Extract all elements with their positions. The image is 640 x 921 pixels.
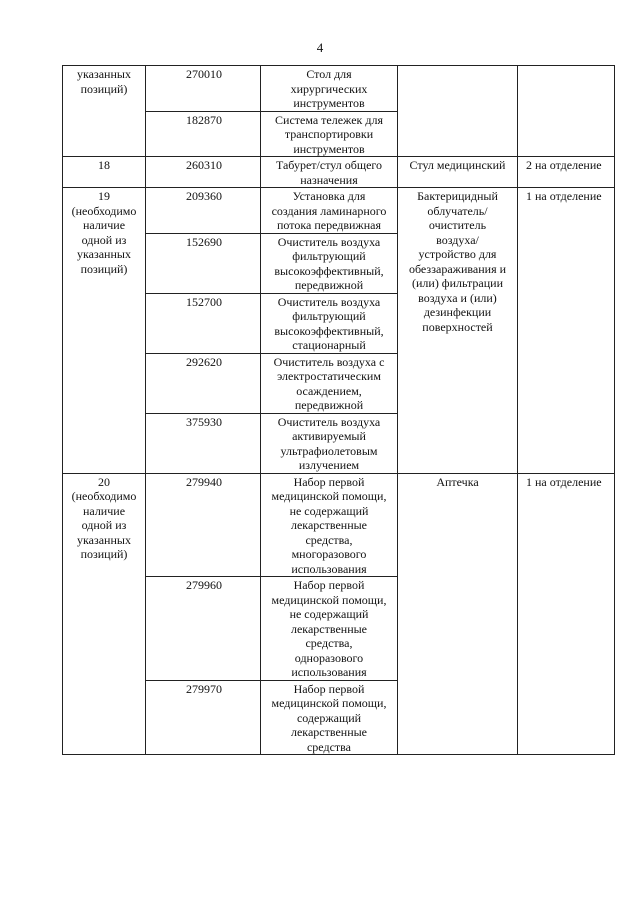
name-cell: Очиститель воздуха фильтрующий высокоэффективный, стационарный <box>261 293 398 353</box>
name-cell: Система тележек для транспортировки инструментов <box>261 111 398 157</box>
name-cell: Набор первой медицинской помощи, не содержащий лекарственные средства, многоразового использования <box>261 473 398 577</box>
code-cell: 279940 <box>146 473 261 577</box>
type-cell: Стул медицинский <box>398 157 518 188</box>
name-cell: Установка для создания ламинарного потока передвижная <box>261 188 398 234</box>
table-row <box>63 66 615 112</box>
table-row <box>63 473 615 577</box>
page-number: 4 <box>316 40 324 55</box>
row-number-cell: указанных позиций) <box>63 66 146 157</box>
equipment-table <box>62 65 615 755</box>
type-cell: Аптечка <box>398 473 518 755</box>
type-cell <box>398 66 518 157</box>
row-number-cell: 19 (необходимо наличие одной из указанных позиций) <box>63 188 146 474</box>
code-cell: 182870 <box>146 111 261 157</box>
type-cell: Бактерицидный облучатель/ очиститель воздуха/ устройство для обеззараживания и (или) фильтрации воздуха и (или) дезинфекции поверхностей <box>398 188 518 474</box>
code-cell: 279970 <box>146 680 261 755</box>
table-row <box>63 188 615 234</box>
name-cell: Набор первой медицинской помощи, содержащий лекарственные средства <box>261 680 398 755</box>
code-cell: 292620 <box>146 353 261 413</box>
name-cell: Очиститель воздуха с электростатическим осаждением, передвижной <box>261 353 398 413</box>
name-cell: Стол для хирургических инструментов <box>261 66 398 112</box>
qty-cell: 1 на отделение <box>518 473 615 755</box>
code-cell: 279960 <box>146 577 261 681</box>
table-row <box>63 157 615 188</box>
name-cell: Набор первой медицинской помощи, не содержащий лекарственные средства, одноразового использования <box>261 577 398 681</box>
qty-cell: 2 на отделение <box>518 157 615 188</box>
code-cell: 260310 <box>146 157 261 188</box>
code-cell: 209360 <box>146 188 261 234</box>
row-number-cell: 18 <box>63 157 146 188</box>
qty-cell: 1 на отделение <box>518 188 615 474</box>
name-cell: Очиститель воздуха активируемый ультрафиолетовым излучением <box>261 413 398 473</box>
row-number-cell: 20 (необходимо наличие одной из указанных позиций) <box>63 473 146 755</box>
qty-cell <box>518 66 615 157</box>
code-cell: 152690 <box>146 233 261 293</box>
code-cell: 375930 <box>146 413 261 473</box>
name-cell: Табурет/стул общего назначения <box>261 157 398 188</box>
name-cell: Очиститель воздуха фильтрующий высокоэффективный, передвижной <box>261 233 398 293</box>
code-cell: 270010 <box>146 66 261 112</box>
code-cell: 152700 <box>146 293 261 353</box>
